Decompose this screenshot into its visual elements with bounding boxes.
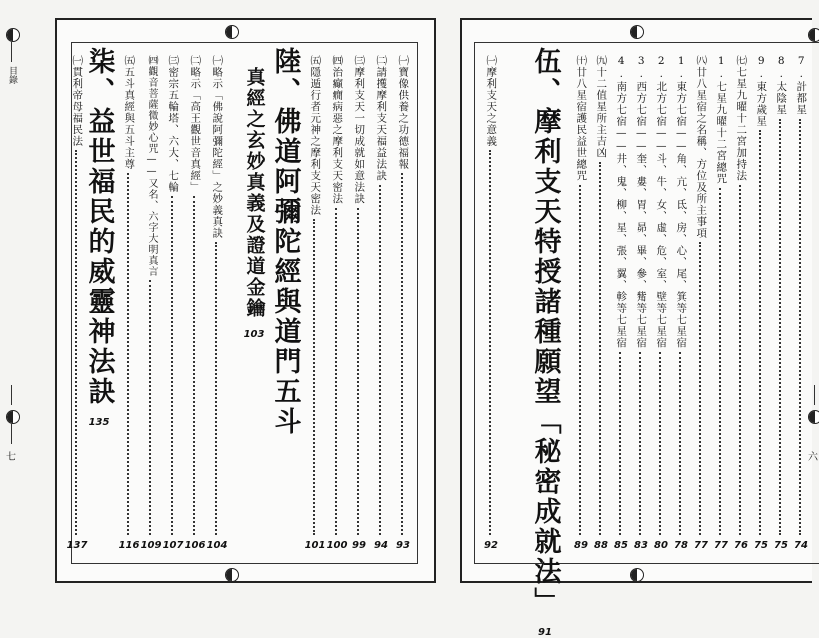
toc-entry-title: ㈡略示「高王觀世音真經」 <box>189 55 202 193</box>
toc-page-number: 106 <box>184 540 206 551</box>
toc-page-number: 88 <box>594 540 608 551</box>
toc-page-number: 74 <box>794 540 808 551</box>
toc-page-number: 76 <box>734 540 748 551</box>
leader-dots <box>75 150 79 535</box>
margin-line <box>11 42 12 62</box>
leader-dots <box>357 208 361 536</box>
yin-yang-icon <box>6 28 20 42</box>
toc-entry <box>301 55 329 551</box>
toc-entry-title: 1.東方七宿——角、亢、氐、房、心、尾、箕等七星宿 <box>675 55 688 349</box>
margin-line <box>814 385 815 405</box>
yin-yang-icon <box>808 28 819 42</box>
toc-entry-title: 1.七星九曜十二宮總咒 <box>715 55 728 185</box>
page-frame <box>66 42 418 564</box>
toc-entry-title: ㈦七星九曜十二宮加持法 <box>735 55 748 182</box>
chapter-title-continued: 真經之玄妙真義及證道金鑰 <box>243 67 266 319</box>
leader-dots <box>659 352 663 536</box>
toc-page-number: 83 <box>634 540 648 551</box>
toc-page-number: 94 <box>374 540 388 551</box>
leader-dots <box>149 280 153 535</box>
toc-entry-title: ㈢密宗五輪塔、六大、七輪 <box>167 55 180 193</box>
leader-dots <box>679 352 683 536</box>
toc-page-number: 109 <box>140 540 162 551</box>
toc-page-number: 92 <box>484 540 498 551</box>
chapter-title: 柒、益世福民的威靈神法訣 <box>83 47 115 407</box>
toc-page-number: 91 <box>538 627 552 638</box>
toc-page-number: 77 <box>714 540 728 551</box>
leader-dots <box>193 196 197 535</box>
toc-page-number: 101 <box>304 540 326 551</box>
leader-dots <box>599 162 603 536</box>
margin-page-number: 七 <box>6 452 16 463</box>
toc-page-number: 116 <box>118 540 140 551</box>
toc-entry-title: ㈠略示「佛說阿彌陀經」之妙義真訣 <box>211 55 224 239</box>
toc-page-number: 137 <box>66 540 88 551</box>
toc-entry-title: 8.太陰星 <box>775 55 788 116</box>
toc-page-number: 78 <box>674 540 688 551</box>
leader-dots <box>699 242 703 535</box>
toc-page-number: 80 <box>654 540 668 551</box>
toc-entry-title: ㈧廿八星宿之名稱、方位及所主事項 <box>695 55 708 239</box>
toc-page-number: 135 <box>88 417 110 428</box>
toc-page-number: 75 <box>754 540 768 551</box>
toc-entry-title: ㈠摩利支天之意義 <box>485 55 498 147</box>
leader-dots <box>171 196 175 535</box>
toc-page-number: 93 <box>396 540 410 551</box>
toc-entry-title: ㈤五斗真經與五斗主尊 <box>123 55 136 170</box>
chapter-title: 陸、佛道阿彌陀經與道門五斗 <box>269 47 301 437</box>
yin-yang-icon <box>225 568 239 582</box>
yin-yang-icon <box>630 25 644 39</box>
right-page <box>460 18 812 638</box>
toc-entry <box>115 55 143 551</box>
toc-entry-title: ㈤隱遁行者元神之摩利支天密法 <box>309 55 322 216</box>
toc-entry-title: 2.北方七宿——斗、牛、女、虛、危、室、壁等七星宿 <box>655 55 668 349</box>
leader-dots <box>739 185 743 536</box>
toc-page-number: 89 <box>574 540 588 551</box>
leader-dots <box>719 188 723 536</box>
toc-entry-title: ㈨十二值星所主吉凶 <box>595 55 608 159</box>
leader-dots <box>489 150 493 535</box>
leader-dots <box>639 352 643 536</box>
leader-dots <box>335 208 339 536</box>
leader-dots <box>779 119 783 536</box>
toc-page-number: 100 <box>326 540 348 551</box>
chapter-heading <box>237 67 271 340</box>
chapter-heading <box>265 47 305 437</box>
margin-line <box>11 385 12 405</box>
toc-entry-title: 3.西方七宿——奎、婁、胃、昴、畢、參、觜等七星宿 <box>635 55 648 349</box>
toc-entry-title: ㈣觀音菩薩微妙心咒——又名、六字大明真言 <box>146 55 157 277</box>
leader-dots <box>619 352 623 536</box>
leader-dots <box>379 185 383 536</box>
toc-entry-title: 4.南方七宿——井、鬼、柳、星、張、翼、軫等七星宿 <box>615 55 628 349</box>
toc-entry-title: ㈣治癲癇病惡之摩利支天密法 <box>331 55 344 205</box>
toc-entry-title: ㈢摩利支天一切成就如意法訣 <box>353 55 366 205</box>
toc-page-number: 104 <box>206 540 228 551</box>
toc-entry-title: ㈡請擭摩利支天福益法訣 <box>375 55 388 182</box>
toc-entry <box>477 55 505 551</box>
yin-yang-icon <box>808 410 819 424</box>
yin-yang-icon <box>6 410 20 424</box>
chapter-title: 伍、摩利支天特授諸種願望「秘密成就法」 <box>529 47 561 617</box>
margin-line <box>11 424 12 444</box>
toc-entry-title: ㈠貫利帝母福民法 <box>71 55 84 147</box>
toc-entry-title: 7.計都星 <box>795 55 808 116</box>
left-page <box>55 18 436 583</box>
page-frame <box>474 42 819 638</box>
leader-dots <box>759 130 763 535</box>
leader-dots <box>127 173 131 535</box>
leader-dots <box>799 119 803 536</box>
toc-page-number: 107 <box>162 540 184 551</box>
toc-entry <box>63 55 91 551</box>
toc-entry-title: 9.東方歲星 <box>755 55 768 127</box>
toc-page-number: 85 <box>614 540 628 551</box>
toc-page-number: 77 <box>694 540 708 551</box>
toc-page-number: 75 <box>774 540 788 551</box>
yin-yang-icon <box>225 25 239 39</box>
margin-page-number: 六 <box>808 452 818 463</box>
toc-entry <box>567 55 595 551</box>
yin-yang-icon <box>630 568 644 582</box>
leader-dots <box>215 242 219 535</box>
toc-page-number: 99 <box>352 540 366 551</box>
toc-entry-title: ㈠寶像供養之功德福報 <box>397 55 410 170</box>
leader-dots <box>313 219 317 535</box>
toc-entry-title: ㈩廿八星宿護民益世總咒 <box>575 55 588 182</box>
chapter-heading <box>525 47 565 638</box>
leader-dots <box>401 173 405 535</box>
margin-label-contents: 目錄 <box>7 66 17 84</box>
leader-dots <box>579 185 583 536</box>
toc-page-number: 103 <box>243 329 265 340</box>
